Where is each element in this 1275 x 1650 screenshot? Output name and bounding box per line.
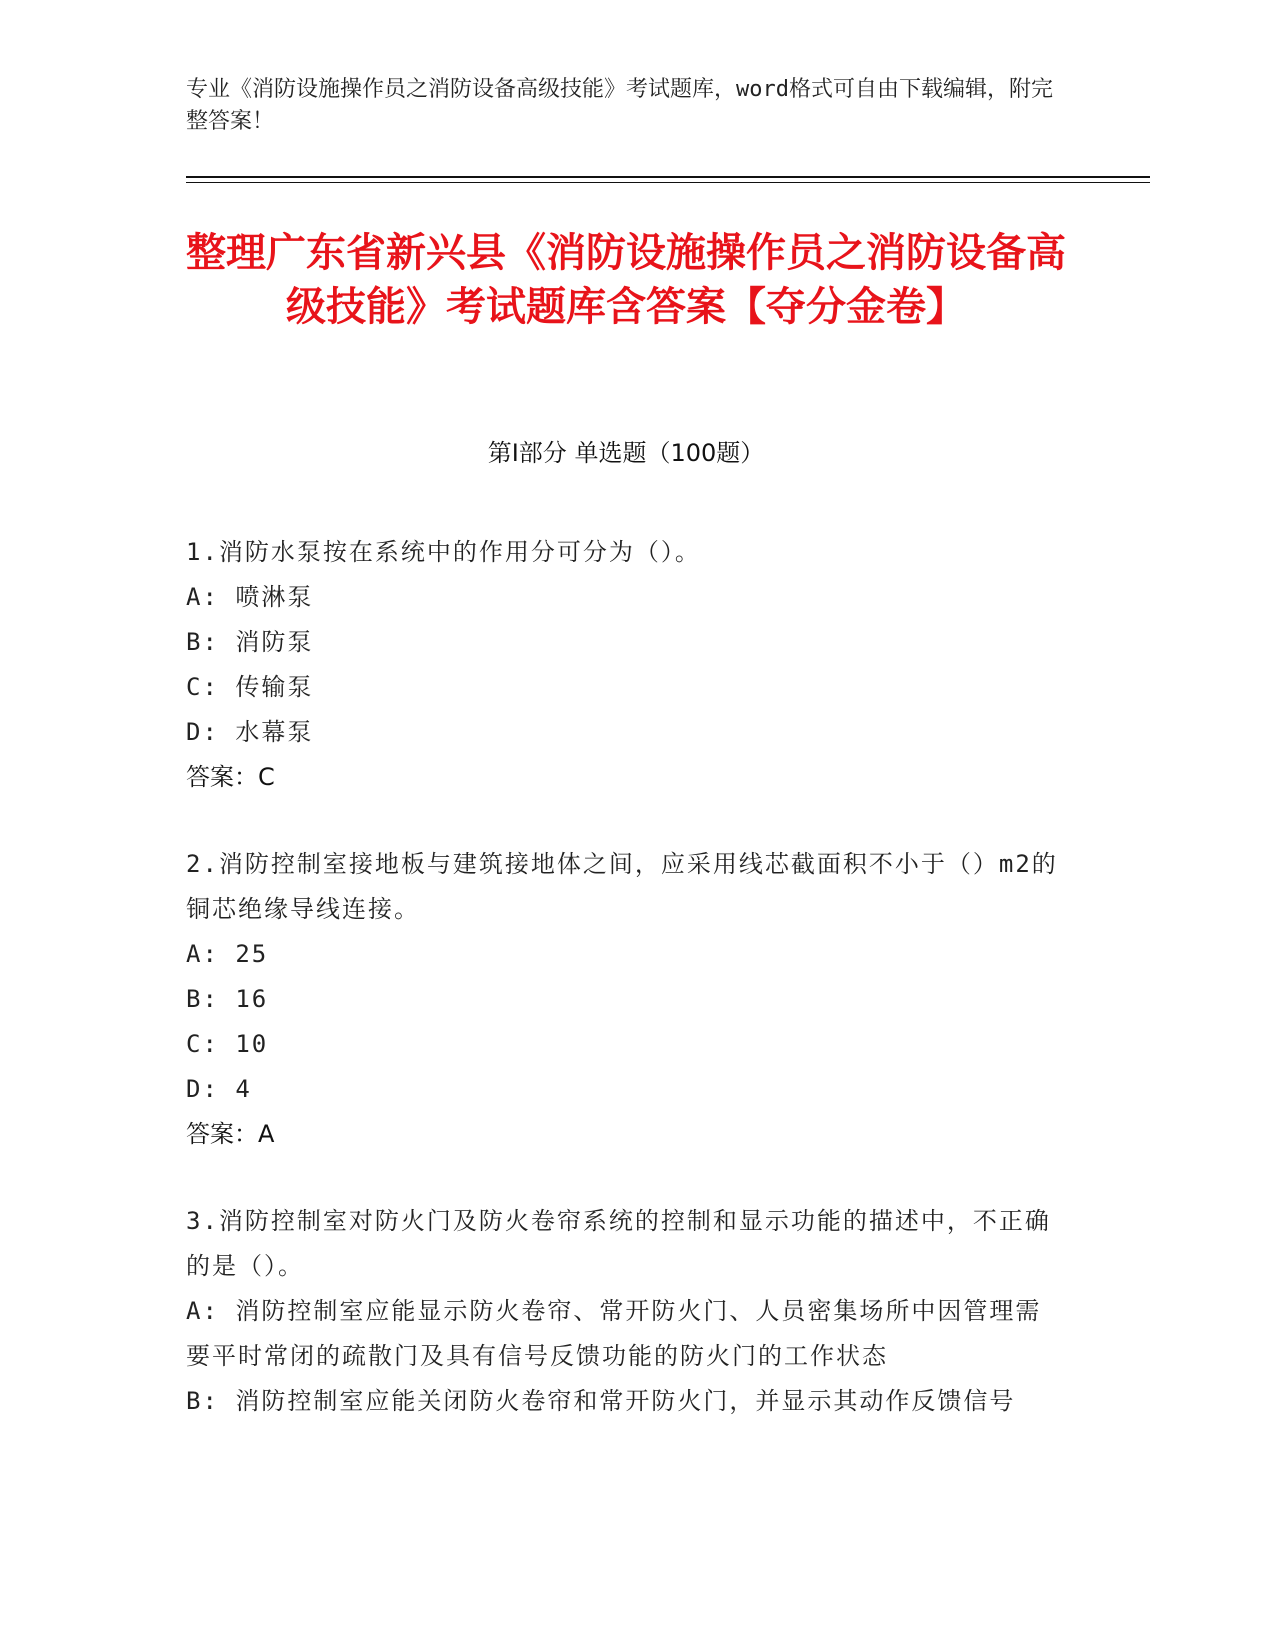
option-b: B: 消防控制室应能关闭防火卷帘和常开防火门，并显示其动作反馈信号 [186, 1387, 1016, 1415]
question-stem: 1.消防水泵按在系统中的作用分可分为（）。 [186, 538, 701, 566]
section-heading: 第I部分 单选题（100题） [487, 439, 765, 467]
option-d: D: 水幕泵 [186, 718, 314, 746]
document-title: 整理广东省新兴县《消防设施操作员之消防设备高级技能》考试题库含答案【夺分金卷】 [186, 230, 1066, 330]
option-c: C: 10 [186, 1030, 269, 1058]
question-stem: 3.消防控制室对防火门及防火卷帘系统的控制和显示功能的描述中，不正确的是（）。 [186, 1207, 1051, 1280]
question-list [186, 530, 1066, 1466]
question-2 [186, 842, 1066, 1157]
option-a: A: 消防控制室应能显示防火卷帘、常开防火门、人员密集场所中因管理需要平时常闭的疏散门及具有信号反馈功能的防火门的工作状态 [186, 1297, 1042, 1370]
question-1 [186, 530, 1066, 800]
option-d: D: 4 [186, 1075, 252, 1103]
answer: 答案：A [186, 1120, 275, 1148]
question-3 [186, 1199, 1066, 1424]
option-c: C: 传输泵 [186, 673, 314, 701]
header-rule-thin [186, 182, 1150, 183]
header-note: 专业《消防设施操作员之消防设备高级技能》考试题库，word格式可自由下载编辑，附完整答案！ [186, 77, 1053, 134]
option-a: A: 25 [186, 940, 269, 968]
option-b: B: 16 [186, 985, 269, 1013]
answer: 答案：C [186, 763, 275, 791]
option-b: B: 消防泵 [186, 628, 314, 656]
header-rule-thick [186, 176, 1150, 178]
question-stem: 2.消防控制室接地板与建筑接地体之间，应采用线芯截面积不小于（）m2的铜芯绝缘导线连接。 [186, 850, 1058, 923]
option-a: A: 喷淋泵 [186, 583, 314, 611]
